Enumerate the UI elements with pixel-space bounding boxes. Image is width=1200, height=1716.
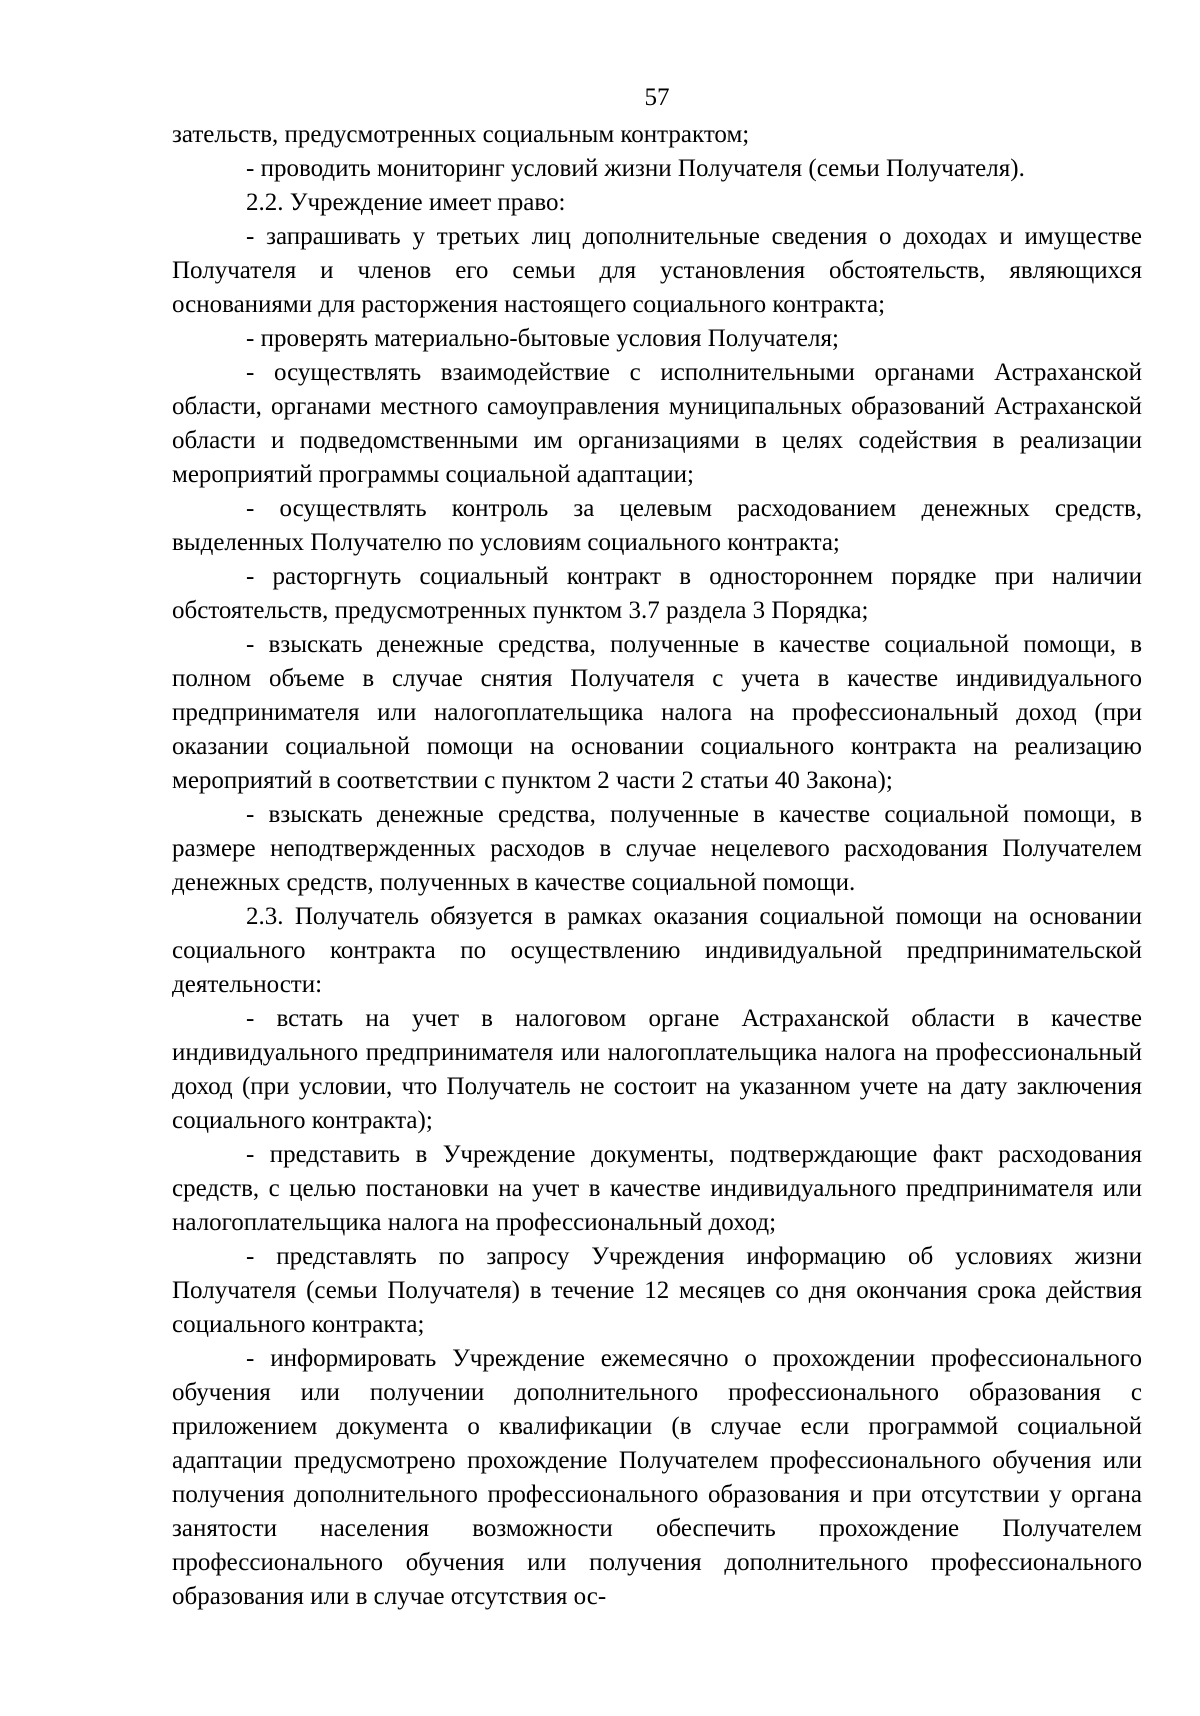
document-body — [172, 118, 1142, 1614]
document-page — [172, 82, 1142, 1614]
paragraph-documents: - представить в Учреждение документы, подтверждающие факт расходования средств, с целью постановки на учет в качестве индивидуального предпринимателя или налогоплательщика налога на профессиональный доход; — [172, 1141, 1142, 1236]
paragraph-cont: зательств, предусмотренных социальным контрактом; — [172, 121, 750, 148]
paragraph-recover-2: - взыскать денежные средства, полученные в качестве социальной помощи, в размере неподтвержденных расходов в случае нецелевого расходования Получателем денежных средств, полученных в качестве социальной помощи. — [172, 801, 1142, 896]
paragraph-monitor: - проводить мониторинг условий жизни Получателя (семьи Получателя). — [246, 155, 1025, 182]
paragraph-recover-1: - взыскать денежные средства, полученные в качестве социальной помощи, в полном объеме в случае снятия Получателя с учета в качестве индивидуального предпринимателя или налогоплательщика налога на профессиональный доход (при оказании социальной помощи на основании социального контракта на реализацию мероприятий в соответствии с пунктом 2 части 2 статьи 40 Закона); — [172, 631, 1142, 794]
paragraph-inform: - информировать Учреждение ежемесячно о прохождении профессионального обучения или получении дополнительного профессионального образования с приложением документа о квалификации (в случае если программой социальной адаптации предусмотрено прохождение Получателем профессионального обучения или получения дополнительного профессионального образования и при отсутствии у органа занятости населения возможности обеспечить прохождение Получателем профессионального обучения или получения дополнительного профессионального образования или в случае отсутствия ос- — [172, 1345, 1142, 1610]
paragraph-register: - встать на учет в налоговом органе Астраханской области в качестве индивидуального предпринимателя или налогоплательщика налога на профессиональный доход (при условии, что Получатель не состоит на указанном учете на дату заключения социального контракта); — [172, 1005, 1142, 1134]
paragraph-terminate: - расторгнуть социальный контракт в одностороннем порядке при наличии обстоятельств, предусмотренных пунктом 3.7 раздела 3 Порядка; — [172, 563, 1142, 624]
paragraph-interact: - осуществлять взаимодействие с исполнительными органами Астраханской области, органами местного самоуправления муниципальных образований Астраханской области и подведомственными им организациями в целях содействия в реализации мероприятий программы социальной адаптации; — [172, 359, 1142, 488]
page-number: 57 — [644, 84, 670, 111]
paragraph-2-3: 2.3. Получатель обязуется в рамках оказания социальной помощи на основании социального контракта по осуществлению индивидуальной предпринимательской деятельности: — [172, 903, 1142, 998]
paragraph-2-2: 2.2. Учреждение имеет право: — [246, 189, 566, 216]
paragraph-control: - осуществлять контроль за целевым расходованием денежных средств, выделенных Получателю по условиям социального контракта; — [172, 495, 1142, 556]
paragraph-check: - проверять материально-бытовые условия Получателя; — [246, 325, 839, 352]
paragraph-info: - представлять по запросу Учреждения информацию об условиях жизни Получателя (семьи Получателя) в течение 12 месяцев со дня окончания срока действия социального контракта; — [172, 1243, 1142, 1338]
paragraph-request: - запрашивать у третьих лиц дополнительные сведения о доходах и имуществе Получателя и членов его семьи для установления обстоятельств, являющихся основаниями для расторжения настоящего социального контракта; — [172, 223, 1142, 318]
